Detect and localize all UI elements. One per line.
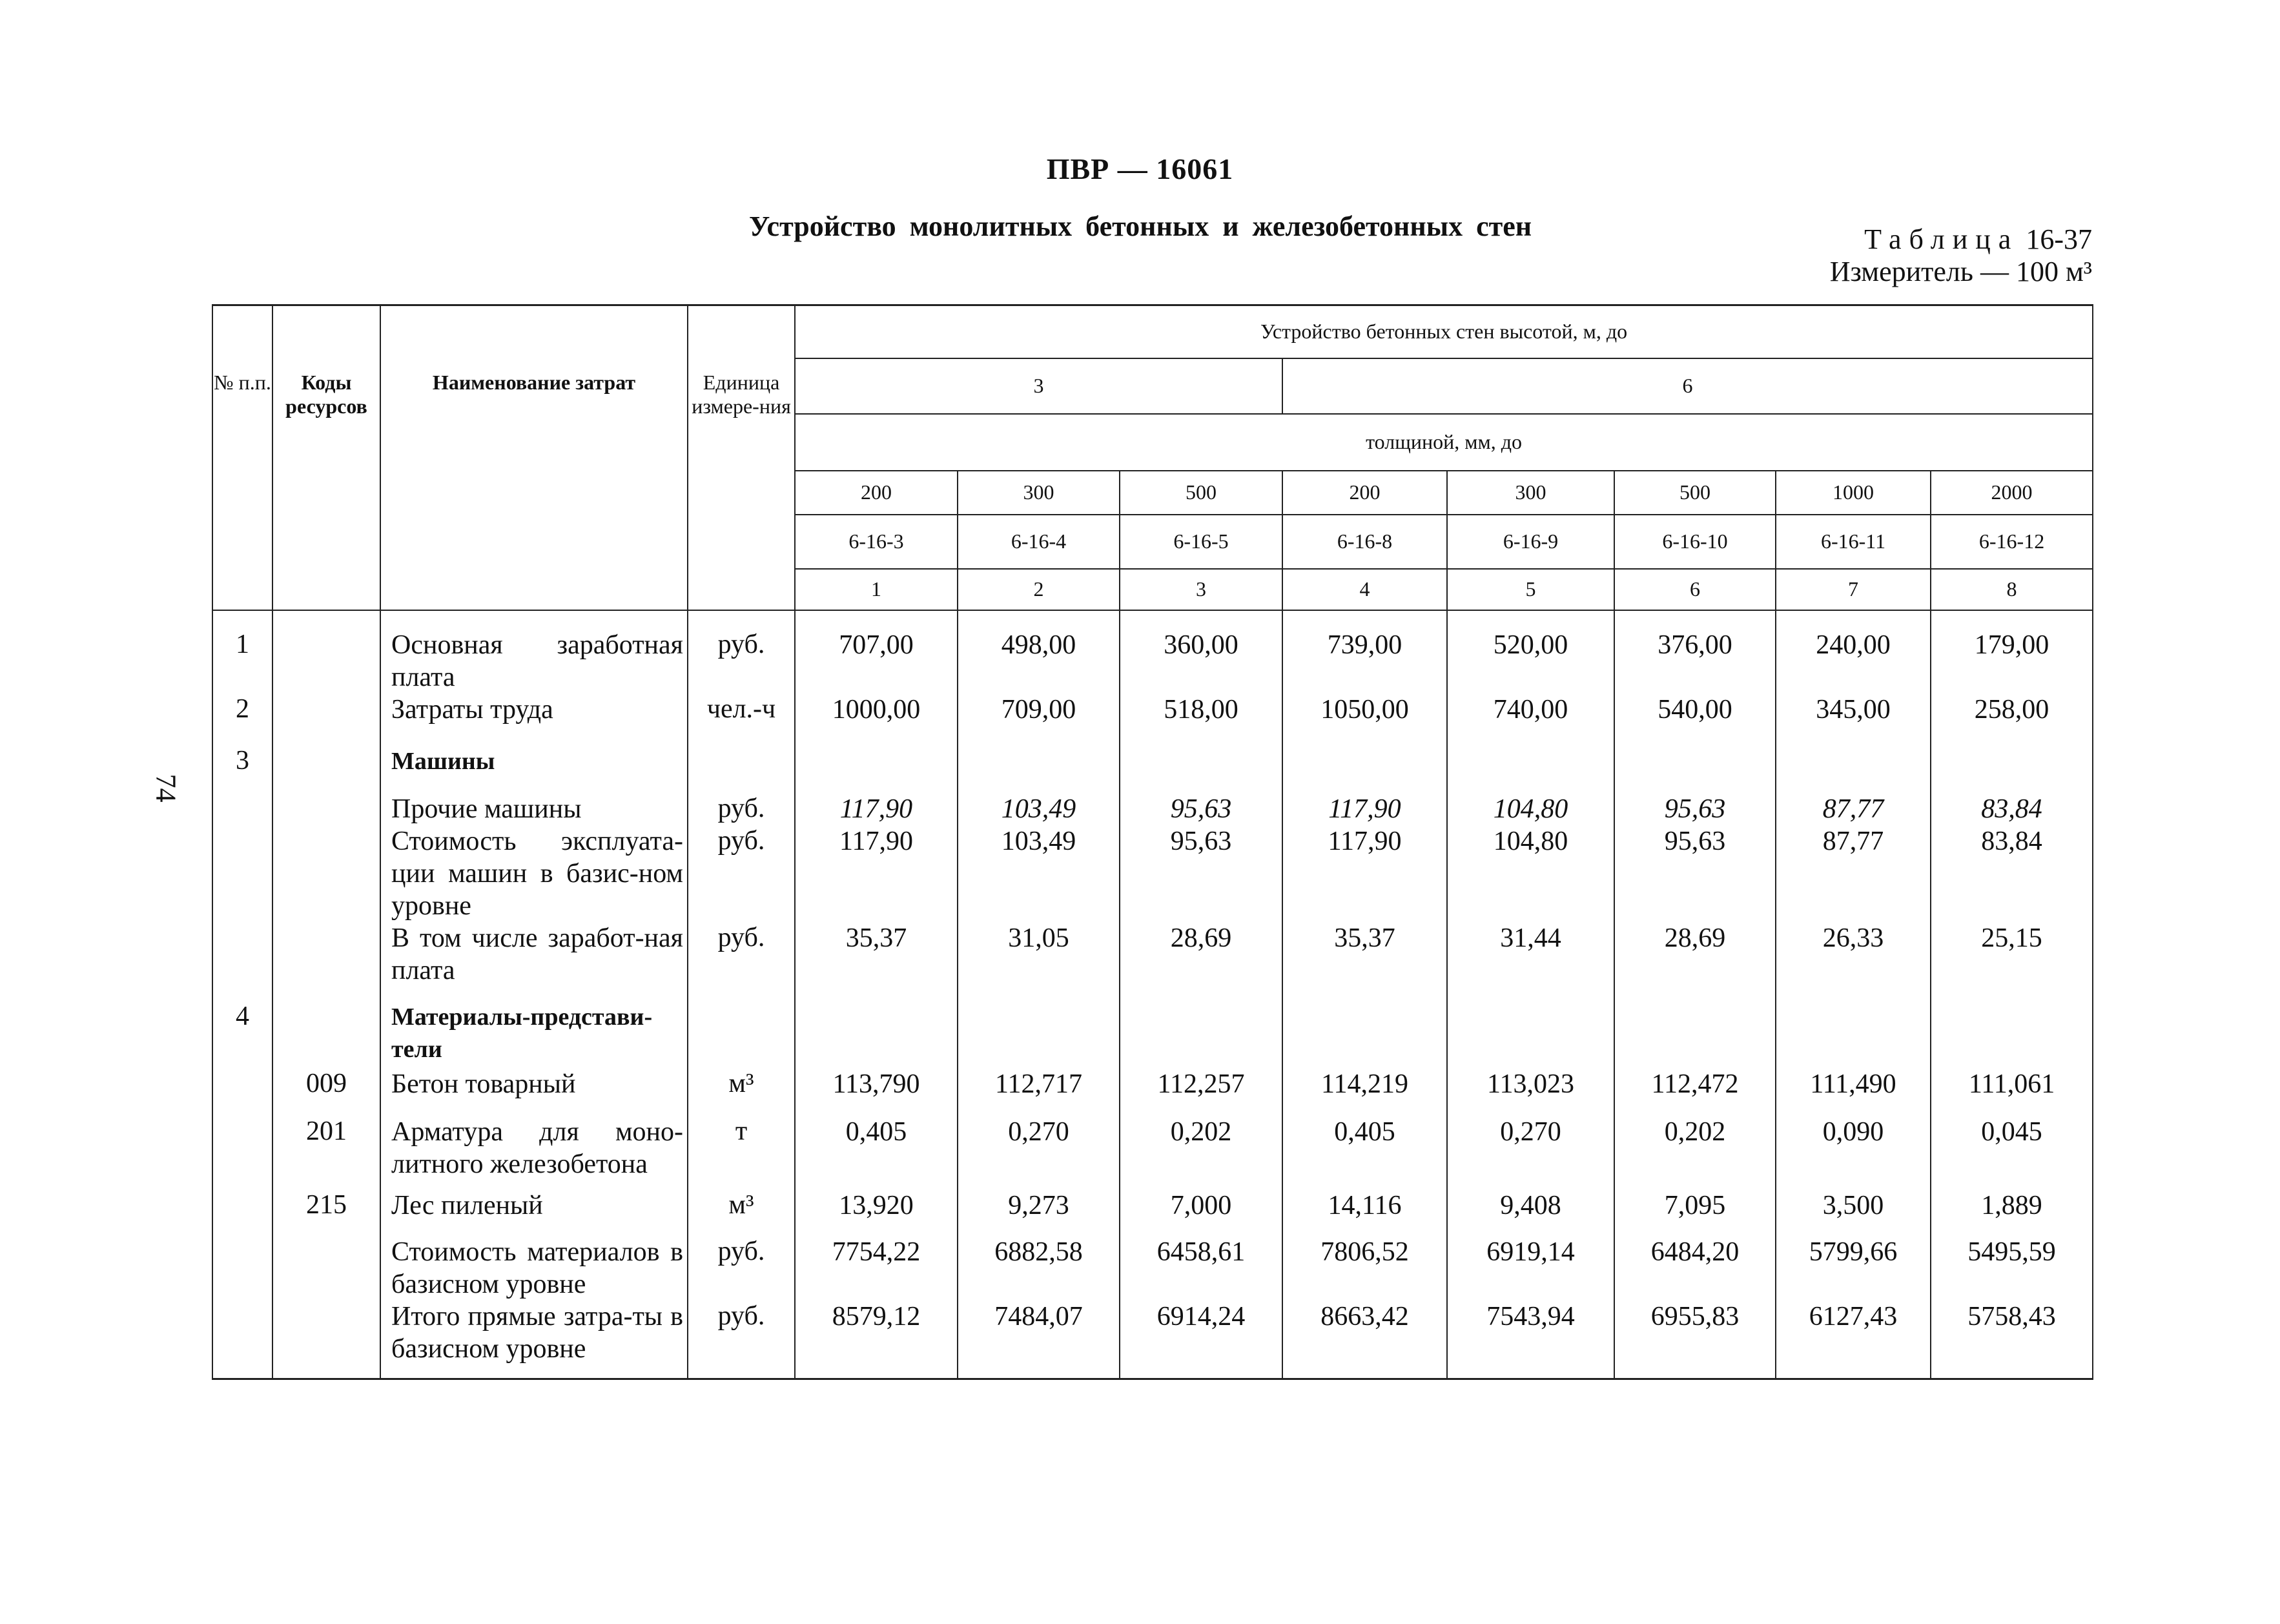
cost-value: 83,84 [1931, 825, 2093, 922]
cost-value: 7543,94 [1447, 1300, 1614, 1379]
table-label-number: 16-37 [2026, 223, 2092, 255]
resource-code: 215 [272, 1189, 380, 1236]
table-row [212, 1236, 2093, 1300]
cost-value: 739,00 [1282, 610, 1447, 694]
row-number [212, 1236, 272, 1300]
row-number [212, 1189, 272, 1236]
table-row [212, 922, 2093, 1001]
cost-name: Прочие машины [380, 793, 688, 825]
cost-value [958, 745, 1120, 793]
cost-unit: руб. [688, 922, 795, 1001]
cost-value: 112,472 [1614, 1068, 1776, 1116]
table-row [212, 745, 2093, 793]
document-code: ПВР — 16061 [1046, 152, 1234, 185]
cost-value: 117,90 [795, 825, 958, 922]
cost-value: 740,00 [1447, 694, 1614, 745]
cost-value: 0,202 [1614, 1116, 1776, 1189]
cost-value: 360,00 [1120, 610, 1282, 694]
row-number [212, 922, 272, 1001]
cost-value: 376,00 [1614, 610, 1776, 694]
cost-value [795, 745, 958, 793]
cost-value: 6955,83 [1614, 1300, 1776, 1379]
header-name: Наименование затрат [380, 305, 688, 610]
cost-value [1614, 745, 1776, 793]
cost-value: 0,405 [1282, 1116, 1447, 1189]
resource-code [272, 1236, 380, 1300]
header-codes: Коды ресурсов [272, 305, 380, 610]
cost-value: 240,00 [1776, 610, 1931, 694]
cost-value: 111,061 [1931, 1068, 2093, 1116]
table-row [212, 1116, 2093, 1189]
cost-value: 8663,42 [1282, 1300, 1447, 1379]
cost-value: 5758,43 [1931, 1300, 2093, 1379]
cost-name: Лес пиленый [380, 1189, 688, 1236]
cost-value: 28,69 [1120, 922, 1282, 1001]
cost-value: 95,63 [1120, 793, 1282, 825]
header-norm-code: 6-16-11 [1776, 515, 1931, 569]
cost-value: 117,90 [1282, 793, 1447, 825]
header-norm-code: 6-16-8 [1282, 515, 1447, 569]
header-thickness: толщиной, мм, до [795, 414, 2093, 471]
cost-value: 113,790 [795, 1068, 958, 1116]
cost-value: 520,00 [1447, 610, 1614, 694]
cost-value: 8579,12 [795, 1300, 958, 1379]
cost-value: 7806,52 [1282, 1236, 1447, 1300]
measure-unit: Измеритель — 100 м³ [1829, 256, 2092, 287]
cost-value: 83,84 [1931, 793, 2093, 825]
cost-name: Машины [380, 745, 688, 793]
cost-value [795, 1001, 958, 1068]
cost-value: 9,408 [1447, 1189, 1614, 1236]
cost-value: 179,00 [1931, 610, 2093, 694]
resource-code [272, 610, 380, 694]
cost-value [1447, 1001, 1614, 1068]
cost-value [1447, 745, 1614, 793]
cost-value: 345,00 [1776, 694, 1931, 745]
header-thickness-value: 500 [1614, 471, 1776, 515]
cost-value: 9,273 [958, 1189, 1120, 1236]
cost-value: 7,000 [1120, 1189, 1282, 1236]
cost-value: 6914,24 [1120, 1300, 1282, 1379]
cost-value: 87,77 [1776, 793, 1931, 825]
table-row [212, 1189, 2093, 1236]
norms-table [212, 304, 2093, 1380]
resource-code: 201 [272, 1116, 380, 1189]
cost-value: 5495,59 [1931, 1236, 2093, 1300]
header-norm-code: 6-16-9 [1447, 515, 1614, 569]
cost-value: 6484,20 [1614, 1236, 1776, 1300]
cost-unit: т [688, 1116, 795, 1189]
header-norm-code: 6-16-3 [795, 515, 958, 569]
resource-code [272, 793, 380, 825]
row-number: 3 [212, 745, 272, 793]
cost-value: 6458,61 [1120, 1236, 1282, 1300]
cost-value [1120, 1001, 1282, 1068]
cost-value: 35,37 [795, 922, 958, 1001]
cost-value [1776, 745, 1931, 793]
cost-value: 6919,14 [1447, 1236, 1614, 1300]
cost-value: 6882,58 [958, 1236, 1120, 1300]
table-row [212, 1300, 2093, 1379]
header-thickness-value: 1000 [1776, 471, 1931, 515]
header-thickness-value: 200 [1282, 471, 1447, 515]
cost-name: Стоимость материалов в базисном уровне [380, 1236, 688, 1300]
cost-value: 103,49 [958, 793, 1120, 825]
resource-code [272, 1001, 380, 1068]
table-row [212, 1001, 2093, 1068]
cost-value: 540,00 [1614, 694, 1776, 745]
cost-name: Основная заработная плата [380, 610, 688, 694]
row-number [212, 1300, 272, 1379]
table-label [1743, 223, 2092, 256]
row-number [212, 825, 272, 922]
cost-unit: руб. [688, 1300, 795, 1379]
cost-value: 1000,00 [795, 694, 958, 745]
cost-value: 518,00 [1120, 694, 1282, 745]
cost-value [1282, 745, 1447, 793]
table-body [212, 610, 2093, 1379]
cost-value: 114,219 [1282, 1068, 1447, 1116]
cost-value: 87,77 [1776, 825, 1931, 922]
cost-value: 13,920 [795, 1189, 958, 1236]
cost-value: 14,116 [1282, 1189, 1447, 1236]
cost-unit: руб. [688, 610, 795, 694]
row-number [212, 793, 272, 825]
header-norm-code: 6-16-4 [958, 515, 1120, 569]
row-number: 4 [212, 1001, 272, 1068]
cost-value: 7,095 [1614, 1189, 1776, 1236]
table-row [212, 610, 2093, 694]
cost-value: 0,405 [795, 1116, 958, 1189]
cost-value: 0,202 [1120, 1116, 1282, 1189]
table-row [212, 694, 2093, 745]
header-norm-code: 6-16-12 [1931, 515, 2093, 569]
cost-value [1614, 1001, 1776, 1068]
header-height-3: 3 [795, 358, 1282, 414]
header-norm-code: 6-16-10 [1614, 515, 1776, 569]
cost-unit: м³ [688, 1189, 795, 1236]
header-group: Устройство бетонных стен высотой, м, до [795, 305, 2093, 358]
header-column-number: 6 [1614, 569, 1776, 610]
cost-value: 95,63 [1614, 793, 1776, 825]
row-number: 1 [212, 610, 272, 694]
header-column-number: 1 [795, 569, 958, 610]
resource-code [272, 1300, 380, 1379]
cost-value: 258,00 [1931, 694, 2093, 745]
table-label-word: Таблица [1864, 223, 2019, 255]
cost-value: 104,80 [1447, 793, 1614, 825]
header-unit: Единица измере-ния [688, 305, 795, 610]
header-thickness-value: 300 [1447, 471, 1614, 515]
header-column-number: 8 [1931, 569, 2093, 610]
header-thickness-value: 300 [958, 471, 1120, 515]
cost-unit: чел.-ч [688, 694, 795, 745]
cost-value: 117,90 [1282, 825, 1447, 922]
cost-value: 113,023 [1447, 1068, 1614, 1116]
cost-value: 104,80 [1447, 825, 1614, 922]
cost-value: 112,257 [1120, 1068, 1282, 1116]
cost-value: 35,37 [1282, 922, 1447, 1001]
cost-unit: м³ [688, 1068, 795, 1116]
header-number: № п.п. [212, 305, 272, 610]
cost-value: 111,490 [1776, 1068, 1931, 1116]
cost-value: 26,33 [1776, 922, 1931, 1001]
cost-value: 0,090 [1776, 1116, 1931, 1189]
cost-value: 3,500 [1776, 1189, 1931, 1236]
cost-value: 31,44 [1447, 922, 1614, 1001]
resource-code [272, 922, 380, 1001]
cost-value: 0,045 [1931, 1116, 2093, 1189]
cost-value: 7484,07 [958, 1300, 1120, 1379]
resource-code [272, 745, 380, 793]
resource-code [272, 694, 380, 745]
header-thickness-value: 200 [795, 471, 958, 515]
cost-value: 7754,22 [795, 1236, 958, 1300]
cost-value: 1,889 [1931, 1189, 2093, 1236]
table-row [212, 793, 2093, 825]
cost-value: 95,63 [1120, 825, 1282, 922]
row-number: 2 [212, 694, 272, 745]
cost-name: Стоимость эксплуата-ции машин в базис-ном уровне [380, 825, 688, 922]
document-title: Устройство монолитных бетонных и железобетонных стен [749, 211, 1532, 242]
cost-value [1120, 745, 1282, 793]
cost-value: 1050,00 [1282, 694, 1447, 745]
header-column-number: 2 [958, 569, 1120, 610]
cost-value: 112,717 [958, 1068, 1120, 1116]
resource-code: 009 [272, 1068, 380, 1116]
cost-value: 709,00 [958, 694, 1120, 745]
cost-value: 498,00 [958, 610, 1120, 694]
row-number [212, 1116, 272, 1189]
header-thickness-value: 2000 [1931, 471, 2093, 515]
header-column-number: 5 [1447, 569, 1614, 610]
cost-unit: руб. [688, 825, 795, 922]
header-column-number: 3 [1120, 569, 1282, 610]
header-height-6: 6 [1282, 358, 2093, 414]
cost-value: 117,90 [795, 793, 958, 825]
table-row [212, 825, 2093, 922]
cost-value: 25,15 [1931, 922, 2093, 1001]
cost-value: 103,49 [958, 825, 1120, 922]
table-row [212, 1068, 2093, 1116]
cost-value [1282, 1001, 1447, 1068]
cost-name: Итого прямые затра-ты в базисном уровне [380, 1300, 688, 1379]
cost-value [1931, 1001, 2093, 1068]
cost-unit: руб. [688, 1236, 795, 1300]
cost-name: Арматура для моно-литного железобетона [380, 1116, 688, 1189]
cost-unit [688, 745, 795, 793]
header-norm-code: 6-16-5 [1120, 515, 1282, 569]
cost-name: Бетон товарный [380, 1068, 688, 1116]
cost-name: В том числе заработ-ная плата [380, 922, 688, 1001]
header-thickness-value: 500 [1120, 471, 1282, 515]
row-number [212, 1068, 272, 1116]
cost-value: 95,63 [1614, 825, 1776, 922]
header-column-number: 7 [1776, 569, 1931, 610]
resource-code [272, 825, 380, 922]
cost-value [1931, 745, 2093, 793]
cost-value: 6127,43 [1776, 1300, 1931, 1379]
cost-unit [688, 1001, 795, 1068]
cost-value: 5799,66 [1776, 1236, 1931, 1300]
cost-name: Затраты труда [380, 694, 688, 745]
cost-name: Материалы-представи-тели [380, 1001, 688, 1068]
cost-value: 28,69 [1614, 922, 1776, 1001]
cost-unit: руб. [688, 793, 795, 825]
cost-value [1776, 1001, 1931, 1068]
page-number: 74 [150, 774, 182, 803]
cost-value: 707,00 [795, 610, 958, 694]
header-column-number: 4 [1282, 569, 1447, 610]
cost-value: 31,05 [958, 922, 1120, 1001]
cost-value: 0,270 [1447, 1116, 1614, 1189]
cost-value [958, 1001, 1120, 1068]
cost-value: 0,270 [958, 1116, 1120, 1189]
